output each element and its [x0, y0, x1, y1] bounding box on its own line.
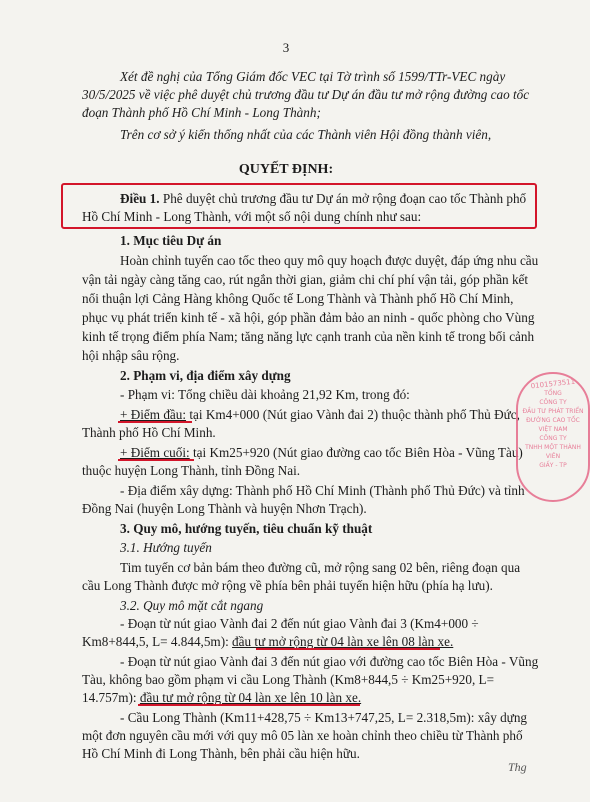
decision-heading: QUYẾT ĐỊNH: [238, 162, 334, 177]
segment2-line: Tàu, không bao gồm phạm vi cầu Long Thành (Km8+844,5 ÷ Km25+920, L= [82, 672, 495, 687]
seal-line: TỔNG [544, 390, 562, 397]
segment3-line: Hồ Chí Minh đi Long Thành, bên phải cầu hiện hữu. [82, 746, 360, 761]
seal-number: 0101573511 [530, 377, 576, 391]
start-point-text: tại Km4+000 (Nút giao Vành đai 2) thuộc thành phố Thủ Đức, [186, 407, 520, 422]
page-number: 3 [282, 40, 290, 55]
end-point-label: + Điểm cuối: [120, 445, 190, 460]
preamble-line: 30/5/2025 về việc phê duyệt chủ trương đầu tư Dự án đầu tư mở rộng đường cao tốc [82, 87, 530, 102]
end-point-text: tại Km25+920 (Nút giao đường cao tốc Biên Hòa - Vũng Tàu) [189, 445, 523, 460]
preamble-line: Xét đề nghị của Tổng Giám đốc VEC tại Tờ trình số 1599/TTr-VEC ngày [120, 69, 506, 84]
seal-line: VIỆT NAM [538, 426, 568, 433]
section1-line: nối thuận lợi Cảng Hàng không Quốc tế Long Thành và Thành phố Hồ Chí Minh, [82, 291, 514, 306]
end-point-line: thuộc huyện Long Thành, tỉnh Đồng Nai. [82, 463, 301, 478]
segment1-line: - Đoạn từ nút giao Vành đai 2 đến nút giao Vành đai 3 (Km4+000 ÷ [120, 616, 479, 631]
direction-line: cầu Long Thành được mở rộng về phía bên phải tuyến hiện hữu (phía hạ lưu). [82, 578, 493, 593]
subsection-title: 3.1. Hướng tuyến [120, 540, 212, 555]
article1-text: Phê duyệt chủ trương đầu tư Dự án mở rộng đoạn cao tốc Thành phố [159, 191, 527, 206]
seal-line: CÔNG TY [539, 435, 567, 442]
location-line: - Địa điểm xây dựng: Thành phố Hồ Chí Minh (Thành phố Thủ Đức) và tỉnh [120, 483, 525, 498]
article1-label: Điều 1. [120, 191, 160, 206]
preamble-line: Trên cơ sở ý kiến thống nhất của các Thành viên Hội đồng thành viên, [120, 127, 492, 142]
seal-line: ĐẦU TƯ PHÁT TRIỂN [522, 408, 584, 415]
segment1-scope: đầu tư mở rộng từ 04 làn xe lên 08 làn xe. [232, 634, 454, 649]
location-line: Đồng Nai (huyện Long Thành và huyện Nhơn Trạch). [82, 501, 367, 516]
section1-line: phục vụ phát triển kinh tế - xã hội, góp phần đảm bảo an ninh - quốc phòng cho Vùng [82, 310, 535, 325]
start-point-label: + Điểm đầu: [120, 407, 187, 422]
article1-line: Hồ Chí Minh - Long Thành, với một số nội dung chính như sau: [82, 209, 422, 224]
seal-line: CÔNG TY [539, 399, 567, 406]
subsection-title: 3.2. Quy mô mặt cắt ngang [120, 598, 264, 613]
red-underline [138, 704, 360, 706]
section1-line: vận tải ngày càng tăng cao, rút ngắn thời gian, giảm chi chí phí vận tải, góp phần kết [82, 272, 529, 287]
segment1-range: Km8+844,5, L= 4.844,5m): [82, 634, 233, 649]
section1-title: 1. Mục tiêu Dự án [120, 233, 222, 248]
section1-line: hội nhập sâu rộng. [82, 348, 180, 363]
segment2-scope: đầu tư mở rộng từ 04 làn xe lên 10 làn xe. [139, 690, 362, 705]
section3-title: 3. Quy mô, hướng tuyến, tiêu chuẩn kỹ thuật [120, 521, 373, 536]
scope-line: - Phạm vi: Tổng chiều dài khoảng 21,92 Km, trong đó: [120, 387, 410, 402]
seal-line: ĐƯỜNG CAO TỐC [526, 417, 580, 424]
segment3-line: một đơn nguyên cầu mới với quy mô 05 làn xe hoàn chỉnh theo chiều từ Thành phố [82, 728, 523, 743]
segment2-length: 14.757m): [82, 690, 140, 705]
company-seal [516, 372, 590, 502]
direction-line: Tim tuyến cơ bản bám theo đường cũ, mở rộng sang 02 bên, riêng đoạn qua [120, 560, 521, 575]
seal-line: TNHH MỘT THÀNH VIÊN [525, 444, 581, 460]
red-underline [118, 459, 194, 461]
section2-title: 2. Phạm vi, địa điểm xây dựng [120, 368, 291, 383]
red-underline [256, 648, 440, 650]
preamble-line: đoạn Thành phố Hồ Chí Minh - Long Thành; [82, 105, 321, 120]
segment2-line: - Đoạn từ nút giao Vành đai 3 đến nút giao với đường cao tốc Biên Hòa - Vũng [120, 654, 539, 669]
start-point-line: Thành phố Hồ Chí Minh. [82, 425, 216, 440]
segment3-line: - Cầu Long Thành (Km11+428,75 ÷ Km13+747,25, L= 2.318,5m): xây dựng [120, 710, 528, 725]
signature: Thg [508, 760, 527, 774]
section1-line: Hoàn chỉnh tuyến cao tốc theo quy mô quy hoạch được duyệt, đáp ứng nhu cầu [120, 253, 539, 268]
red-underline [118, 421, 192, 423]
section1-line: kinh tế trọng điểm phía Nam; tăng năng lực cạnh tranh của nền kinh tế trong bối cảnh [82, 329, 535, 344]
article1-line [120, 191, 526, 207]
seal-line: GIẤY - TP [539, 462, 567, 469]
